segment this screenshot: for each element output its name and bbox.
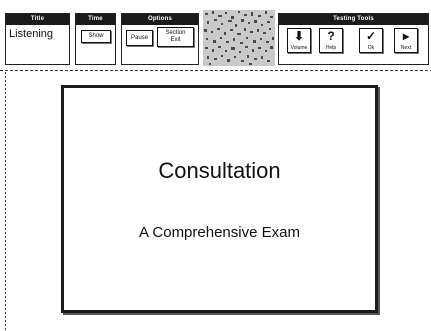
left-edge-divider [5, 72, 6, 331]
title-group [5, 13, 70, 65]
show-time-label: Show [88, 33, 104, 39]
volume-icon: ⬇ [293, 29, 305, 43]
card-subtitle: A Comprehensive Exam [139, 224, 300, 241]
section-exit-button[interactable] [157, 27, 194, 47]
pause-label: Pause [130, 35, 148, 41]
next-button[interactable] [394, 28, 418, 53]
section-exit-label-line1: Section [165, 30, 186, 36]
toolbar [0, 0, 431, 70]
testing-tools-header: Testing Tools [279, 14, 428, 25]
help-icon: ? [327, 29, 335, 43]
volume-label: Volume [290, 45, 308, 51]
decorative-pattern-panel [203, 10, 275, 66]
title-group-header: Title [6, 14, 69, 25]
ok-label: Ok [367, 45, 375, 51]
options-group-header: Options [122, 14, 198, 25]
next-icon: ▸ [402, 29, 410, 43]
toolbar-divider [0, 70, 431, 71]
time-group [75, 13, 116, 65]
card-title: Consultation [158, 158, 281, 183]
options-group [121, 13, 199, 65]
ok-icon: ✓ [365, 29, 377, 43]
show-time-button[interactable] [81, 30, 111, 43]
ok-button[interactable] [359, 28, 383, 53]
testing-tools-group [278, 13, 429, 65]
help-label: Help [325, 45, 337, 51]
volume-button[interactable] [287, 28, 311, 53]
pause-button[interactable] [126, 30, 153, 46]
section-exit-label-line2: Exit [170, 37, 181, 43]
next-label: Next [400, 45, 412, 51]
help-button[interactable] [319, 28, 343, 53]
time-group-header: Time [76, 14, 115, 25]
section-intro-card [61, 85, 378, 313]
section-title: Listening [9, 28, 54, 40]
